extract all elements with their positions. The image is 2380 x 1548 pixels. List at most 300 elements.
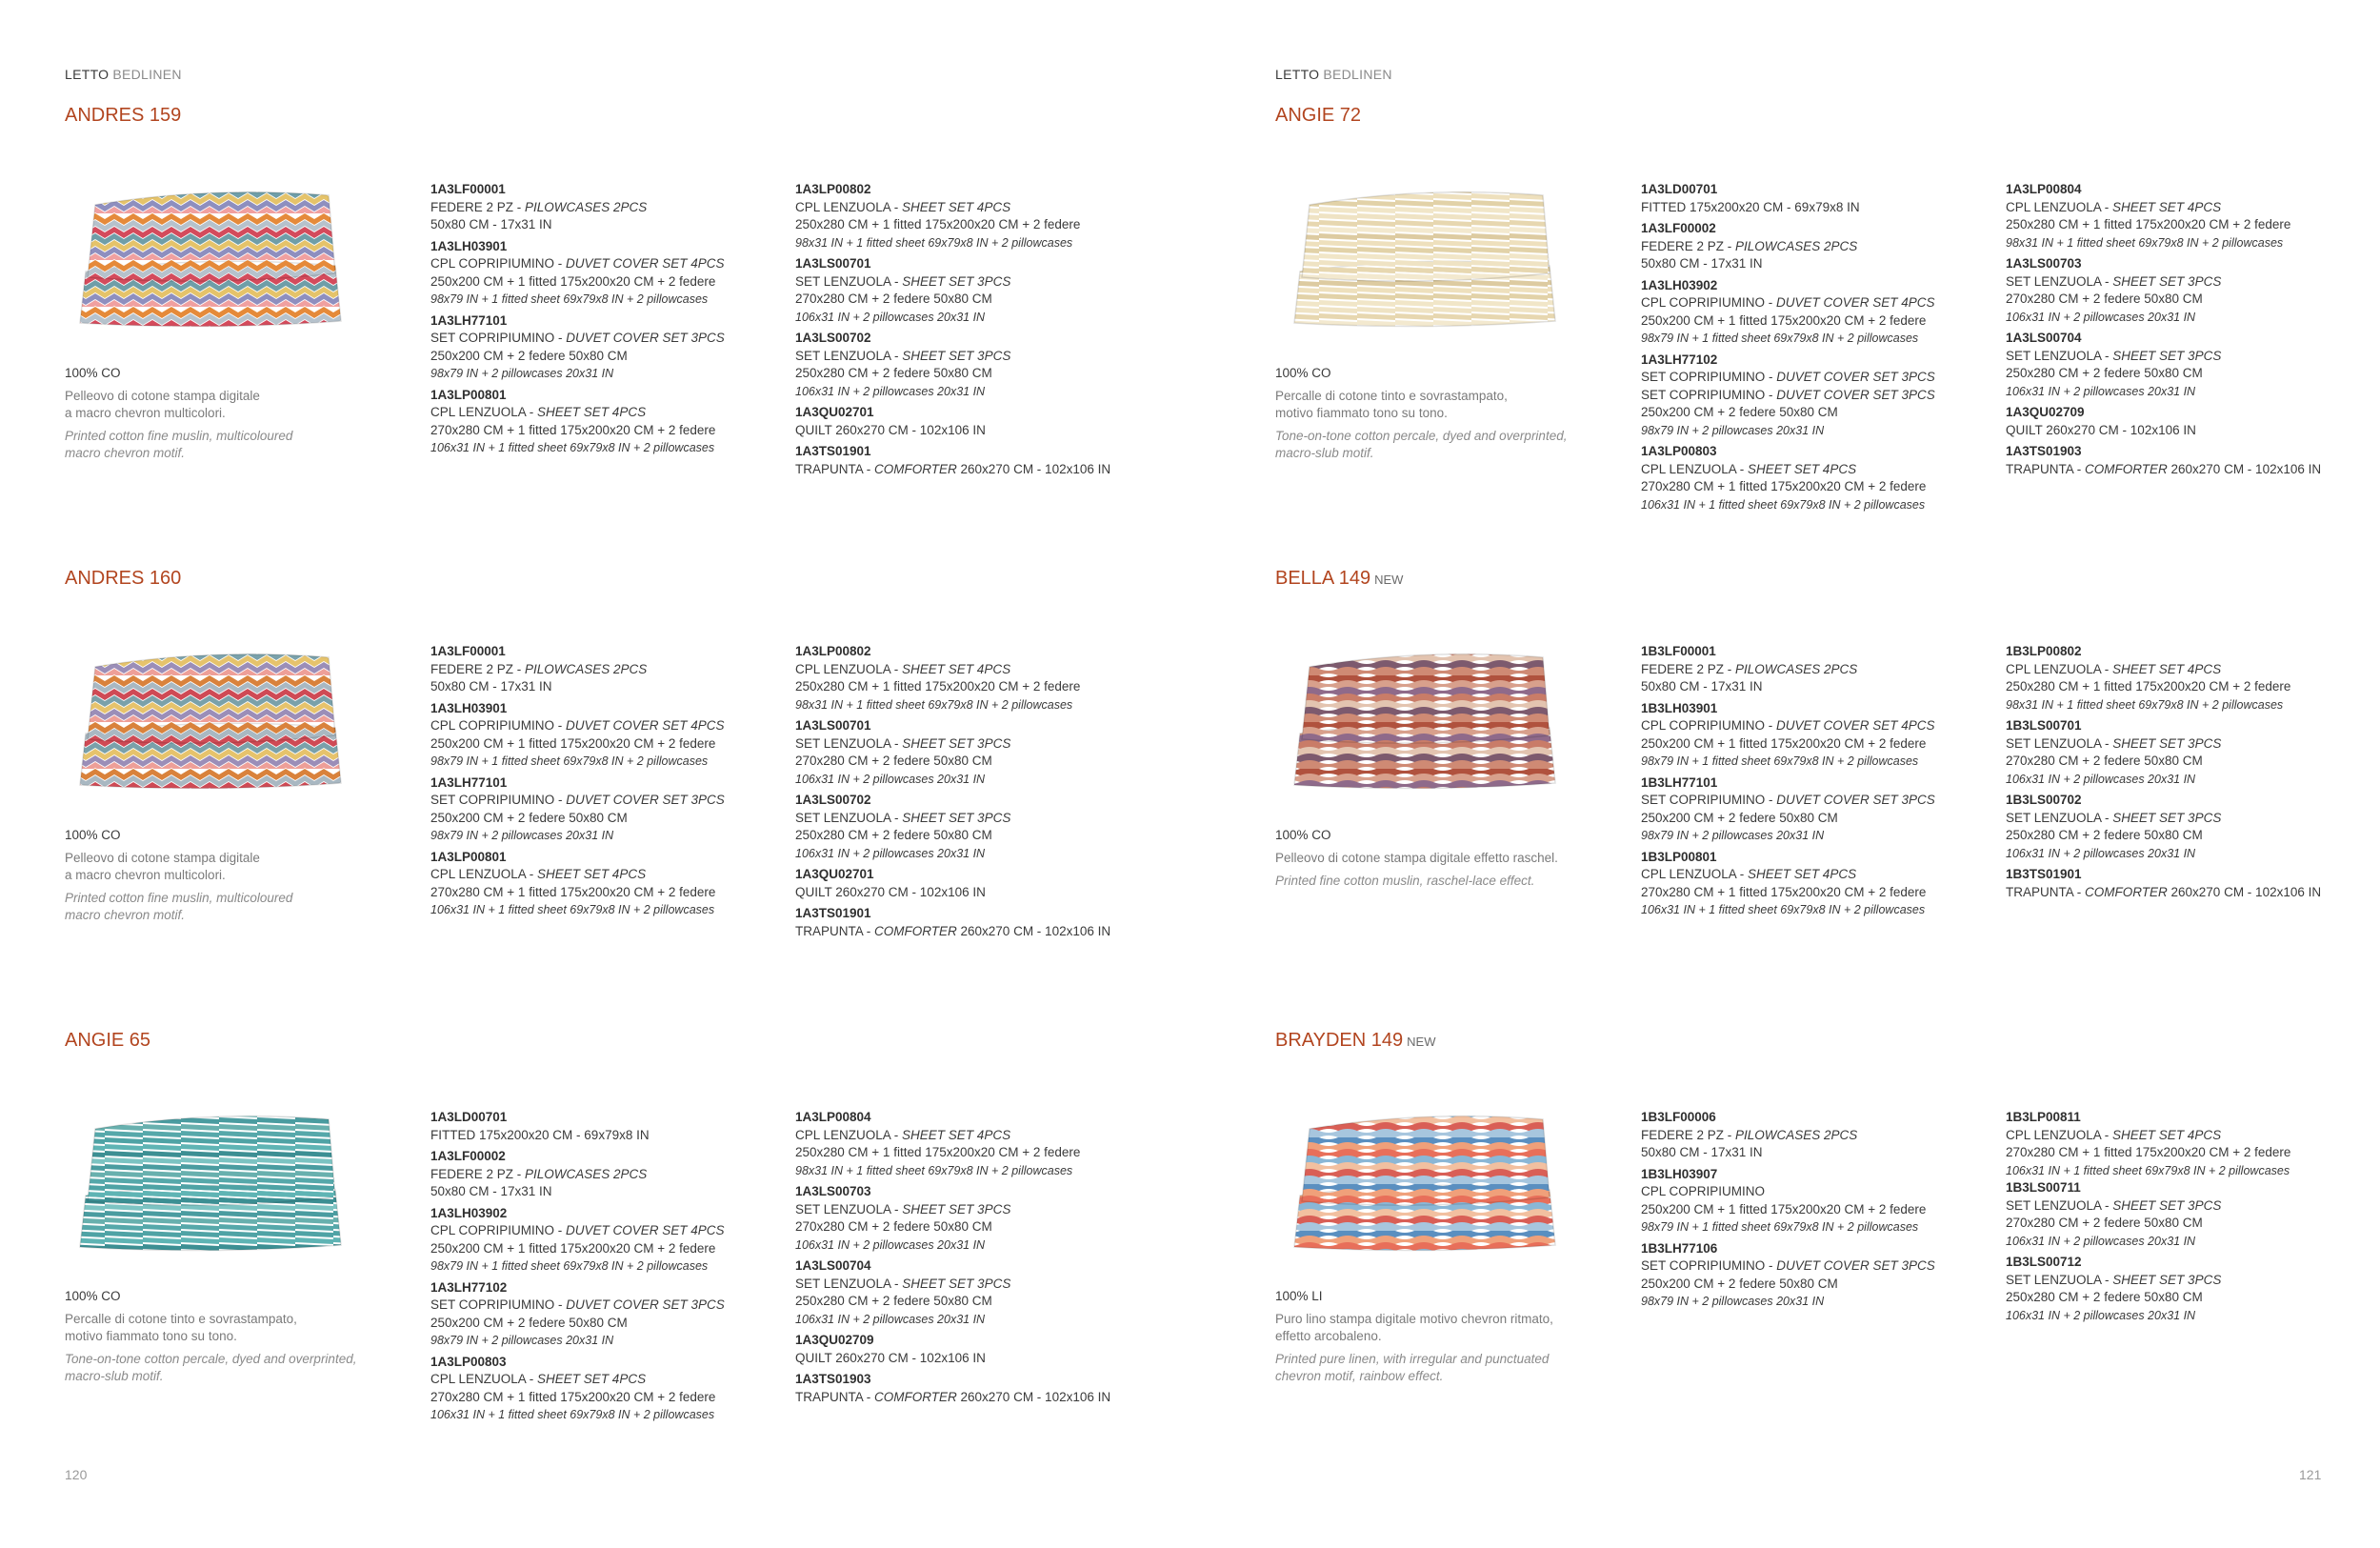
- sku-dimensions-in: 106x31 IN + 2 pillowcases 20x31 IN: [795, 1312, 986, 1326]
- sku-code: 1A3TS01901: [795, 906, 871, 920]
- description-en-line: Printed cotton fine muslin, multicoloured: [65, 429, 293, 443]
- sku-type-en: SHEET SET 3PCS: [2112, 348, 2222, 363]
- sku-entry: [430, 387, 802, 457]
- sku-type: [2006, 273, 2377, 292]
- sku-code: 1B3LP00811: [2006, 1110, 2081, 1124]
- sku-type-it: CPL LENZUOLA -: [1641, 461, 1749, 476]
- product-material: [65, 827, 379, 924]
- sku-type-it: CPL LENZUOLA -: [795, 661, 903, 676]
- sku-type: [1641, 238, 2012, 256]
- sku-code: 1A3LS00704: [795, 1258, 871, 1273]
- sku-dimensions: 270x280 CM + 1 fitted 175x200x20 CM + 2 federe: [1641, 884, 1927, 899]
- description-en: [65, 428, 379, 462]
- description-it: a macro chevron multicolori.: [65, 406, 226, 420]
- sku-type-en: PILOWCASES 2PCS: [1735, 238, 1858, 253]
- sku-entry: [2006, 404, 2377, 439]
- sku-type-en: DUVET COVER SET 4PCS: [1776, 718, 1935, 733]
- sku-entry: [430, 1354, 802, 1424]
- sku-type: [795, 461, 1167, 479]
- sku-dimensions-in: 98x79 IN + 2 pillowcases 20x31 IN: [1641, 829, 1825, 842]
- sku-dimensions: 270x280 CM + 1 fitted 175x200x20 CM + 2 federe: [2006, 1145, 2291, 1159]
- sku-type-en: PILOWCASES 2PCS: [1735, 661, 1858, 676]
- sku-type: [795, 810, 1167, 828]
- sku-dimensions-in: 98x79 IN + 2 pillowcases 20x31 IN: [430, 829, 614, 842]
- sku-entry: [430, 238, 802, 309]
- sku-code: 1A3LH77102: [430, 1279, 508, 1295]
- sku-type-it: CPL LENZUOLA -: [2006, 1127, 2113, 1142]
- sku-dimensions-in: 98x79 IN + 1 fitted sheet 69x79x8 IN + 2 pillowcases: [430, 754, 709, 768]
- sku-code: 1B3LS00701: [2006, 718, 2082, 733]
- product-image: [1281, 167, 1567, 338]
- product-material: [1275, 365, 1590, 462]
- description-en-line: macro chevron motif.: [65, 908, 186, 922]
- sku-dimensions: 270x280 CM + 2 federe 50x80 CM: [2006, 1216, 2203, 1230]
- sku-dimensions: 270x280 CM + 2 federe 50x80 CM: [795, 292, 992, 306]
- sku-dimensions-in: 98x31 IN + 1 fitted sheet 69x79x8 IN + 2 pillowcases: [795, 697, 1073, 712]
- sku-code: 1A3LP00803: [430, 1354, 507, 1369]
- composition: 100% CO: [1275, 828, 1331, 842]
- sku-dimensions: 50x80 CM - 17x31 IN: [1641, 256, 1763, 271]
- description-en-line: macro-slub motif.: [65, 1369, 164, 1383]
- sku-dimensions: 250x200 CM + 2 federe 50x80 CM: [1641, 810, 1838, 825]
- sku-type-en: PILOWCASES 2PCS: [525, 661, 648, 676]
- sku-dimensions: 250x200 CM + 2 federe 50x80 CM: [1641, 1276, 1838, 1291]
- sku-dimensions-in: 106x31 IN + 1 fitted sheet 69x79x8 IN + 2 pillowcases: [430, 1408, 715, 1421]
- sku-type-it: CPL LENZUOLA -: [795, 1127, 903, 1142]
- sku-type: [2006, 810, 2377, 828]
- sku-code: 1A3LP00804: [2006, 182, 2082, 196]
- sku-dimensions-in: 106x31 IN + 2 pillowcases 20x31 IN: [2006, 310, 2196, 324]
- sku-type-it: CPL LENZUOLA -: [430, 1372, 538, 1386]
- sku-dimensions-in: 106x31 IN + 2 pillowcases 20x31 IN: [2006, 1308, 2196, 1322]
- sku-dimensions: 50x80 CM - 17x31 IN: [430, 1184, 552, 1198]
- sku-type: [795, 1276, 1167, 1294]
- sku-entry: [795, 255, 1167, 326]
- sku-code: 1B3LP00802: [2006, 644, 2082, 658]
- sku-column: [795, 1109, 1167, 1410]
- product-material: [65, 1288, 379, 1385]
- sku-type-en: SHEET SET 4PCS: [2112, 1127, 2222, 1142]
- sku-entry: [795, 866, 1167, 901]
- section-label-en: BEDLINEN: [1323, 67, 1392, 82]
- pillow-top: [1302, 1116, 1550, 1206]
- sku-entry: [795, 404, 1167, 439]
- sku-dimensions: 50x80 CM - 17x31 IN: [430, 217, 552, 231]
- sku-code: 1A3TS01901: [795, 444, 871, 458]
- sku-type-it: CPL COPRIPIUMINO: [1641, 1184, 1766, 1198]
- sku-type: [430, 1222, 802, 1240]
- sku-type-it: CPL COPRIPIUMINO -: [1641, 718, 1777, 733]
- sku-entry: [430, 700, 802, 771]
- sku-entry: [2006, 1179, 2377, 1250]
- sku-type-it: CPL LENZUOLA -: [430, 405, 538, 419]
- sku-dimensions: 270x280 CM + 1 fitted 175x200x20 CM + 2 federe: [430, 884, 716, 899]
- sku-type-it: CPL LENZUOLA -: [2006, 199, 2113, 214]
- sku-type-it: CPL LENZUOLA -: [1641, 867, 1749, 881]
- sku-type-it: SET LENZUOLA -: [2006, 1272, 2113, 1287]
- sku-type-size: 260x270 CM - 102x106 IN: [956, 923, 1111, 938]
- sku-type: [430, 330, 802, 348]
- sku-type: [2006, 348, 2377, 366]
- sku-entry: [2006, 443, 2377, 478]
- sku-type-it: FEDERE 2 PZ -: [1641, 661, 1736, 676]
- sku-dimensions: 270x280 CM + 2 federe 50x80 CM: [2006, 754, 2203, 768]
- new-badge: NEW: [1407, 1035, 1436, 1049]
- sku-type-it: SET LENZUOLA -: [795, 1276, 903, 1291]
- sku-type: [430, 1127, 802, 1145]
- sku-entry: [795, 792, 1167, 862]
- sku-code: 1B3LS00712: [2006, 1255, 2082, 1269]
- sku-type-it: FEDERE 2 PZ -: [1641, 1127, 1736, 1142]
- sku-type: [2006, 735, 2377, 754]
- product-title: [1275, 568, 1403, 590]
- sku-type: [2006, 461, 2377, 479]
- sku-type-it: CPL COPRIPIUMINO -: [430, 1223, 567, 1237]
- sku-type-en: DUVET COVER SET 3PCS: [1776, 370, 1935, 384]
- sku-column: [2006, 1109, 2377, 1328]
- description-it: effetto arcobaleno.: [1275, 1329, 1382, 1343]
- sku-type-en: DUVET COVER SET 3PCS: [566, 331, 725, 345]
- product-image: [1281, 1091, 1567, 1262]
- sku-type-it: SET LENZUOLA -: [2006, 273, 2113, 289]
- sku-code: 1A3LP00803: [1641, 444, 1717, 458]
- sku-type: [1641, 1127, 2012, 1145]
- sku-type-size: 260x270 CM - 102x106 IN: [956, 461, 1111, 476]
- sku-entry: [795, 1183, 1167, 1254]
- sku-entry: [795, 905, 1167, 940]
- sku-entry: [1641, 849, 2012, 919]
- description-en-line: macro-slub motif.: [1275, 446, 1374, 460]
- page-number-right: 121: [2299, 1467, 2322, 1482]
- sku-type-it: FITTED 175x200x20 CM - 69x79x8 IN: [430, 1127, 650, 1142]
- sku-dimensions: 250x280 CM + 2 federe 50x80 CM: [795, 366, 992, 380]
- section-label-text: LETTO: [65, 67, 110, 82]
- pillow-top: [88, 192, 335, 281]
- sku-entry: [2006, 866, 2377, 901]
- sku-entry: [2006, 643, 2377, 714]
- sku-type-size: 260x270 CM - 102x106 IN: [2167, 461, 2322, 476]
- sku-type: [795, 923, 1167, 941]
- section-label-left: [65, 67, 182, 82]
- sku-type: [2006, 884, 2377, 902]
- sku-type-en: DUVET COVER SET 3PCS: [1776, 1258, 1935, 1273]
- sku-dimensions: 50x80 CM - 17x31 IN: [1641, 1145, 1763, 1159]
- sku-column: [2006, 643, 2377, 905]
- sku-dimensions-in: 98x31 IN + 1 fitted sheet 69x79x8 IN + 2 pillowcases: [795, 1163, 1073, 1177]
- sku-type: [795, 422, 1167, 440]
- sku-code: 1B3LH77101: [1641, 774, 1718, 790]
- sku-dimensions-in: 106x31 IN + 2 pillowcases 20x31 IN: [2006, 846, 2196, 860]
- sku-dimensions: 250x280 CM + 2 federe 50x80 CM: [2006, 828, 2203, 842]
- sku-entry: [1641, 700, 2012, 771]
- sku-type: [1641, 1257, 2012, 1276]
- sku-type-it: QUILT 260x270 CM - 102x106 IN: [2006, 422, 2196, 437]
- sku-entry: [2006, 1109, 2377, 1179]
- description-en: [1275, 873, 1590, 890]
- sku-dimensions-in: 98x79 IN + 2 pillowcases 20x31 IN: [1641, 423, 1825, 437]
- sku-entry: [795, 717, 1167, 788]
- sku-code: 1A3QU02701: [795, 405, 874, 419]
- sku-type: [795, 1201, 1167, 1219]
- sku-type-it: FEDERE 2 PZ -: [1641, 238, 1736, 253]
- sku-code: 1A3LF00001: [430, 182, 506, 196]
- sku-code: 1B3LF00001: [1641, 644, 1716, 658]
- sku-type: [2006, 1127, 2377, 1145]
- description-it: Pelleovo di cotone stampa digitale: [65, 851, 260, 865]
- sku-type-en: SHEET SET 3PCS: [902, 273, 1011, 289]
- product-name: ANGIE 72: [1275, 105, 1362, 126]
- sku-entry: [2006, 181, 2377, 251]
- product-image: [67, 629, 352, 800]
- sku-dimensions-in: 98x79 IN + 1 fitted sheet 69x79x8 IN + 2 pillowcases: [430, 1259, 709, 1273]
- sku-type-en: PILOWCASES 2PCS: [1735, 1127, 1858, 1142]
- sku-type-en: SHEET SET 4PCS: [2112, 199, 2222, 214]
- sku-type-en: SHEET SET 3PCS: [2112, 810, 2222, 825]
- sku-type: [430, 661, 802, 679]
- composition: 100% LI: [1275, 1289, 1323, 1303]
- sku-type: [795, 199, 1167, 217]
- sku-type-en: SHEET SET 3PCS: [902, 1201, 1011, 1216]
- sku-type-it: SET COPRIPIUMINO -: [1641, 370, 1777, 384]
- sku-entry: [430, 774, 802, 845]
- sku-type: [1641, 294, 2012, 312]
- product-title: [65, 1030, 150, 1052]
- sku-entry: [1641, 1166, 2012, 1236]
- sku-code: 1B3LS00702: [2006, 793, 2082, 807]
- sku-type-it: CPL COPRIPIUMINO -: [430, 256, 567, 271]
- sku-type-en: DUVET COVER SET 3PCS: [566, 1297, 725, 1312]
- description-it: Pelleovo di cotone stampa digitale effetto raschel.: [1275, 851, 1558, 865]
- sku-code: 1A3LS00703: [2006, 256, 2082, 271]
- sku-type-it: SET LENZUOLA -: [2006, 1197, 2113, 1213]
- sku-code: 1B3LH03901: [1641, 700, 1718, 715]
- description-it: Pelleovo di cotone stampa digitale: [65, 389, 260, 403]
- sku-type-en: PILOWCASES 2PCS: [525, 199, 648, 214]
- sku-dimensions: 270x280 CM + 1 fitted 175x200x20 CM + 2 federe: [430, 1389, 716, 1404]
- sku-column: [2006, 181, 2377, 482]
- sku-dimensions: 270x280 CM + 2 federe 50x80 CM: [2006, 292, 2203, 306]
- sku-dimensions-in: 106x31 IN + 2 pillowcases 20x31 IN: [795, 384, 986, 398]
- section-label-en: BEDLINEN: [112, 67, 182, 82]
- sku-entry: [1641, 352, 2012, 440]
- section-label-text: LETTO: [1275, 67, 1320, 82]
- sku-type: [1641, 866, 2012, 884]
- composition: 100% CO: [65, 1289, 121, 1303]
- sku-entry: [2006, 330, 2377, 400]
- sku-type-en: SHEET SET 3PCS: [902, 810, 1011, 825]
- sku-code: 1A3LF00002: [1641, 221, 1716, 235]
- sku-type-it: TRAPUNTA -: [795, 923, 875, 938]
- sku-entry: [430, 1279, 802, 1350]
- sku-code: 1A3LP00804: [795, 1110, 871, 1124]
- sku-dimensions: 250x280 CM + 2 federe 50x80 CM: [795, 828, 992, 842]
- sku-column: [795, 643, 1167, 944]
- sku-column: [430, 1109, 802, 1428]
- sku-dimensions-in: 98x79 IN + 1 fitted sheet 69x79x8 IN + 2 pillowcases: [1641, 332, 1919, 345]
- sku-type-en: SHEET SET 4PCS: [902, 661, 1011, 676]
- sku-entry: [430, 181, 802, 234]
- product-name: ANDRES 160: [65, 568, 182, 589]
- description-en: [1275, 1351, 1590, 1385]
- sku-type: [795, 1127, 1167, 1145]
- sku-type-it: FEDERE 2 PZ -: [430, 1166, 526, 1181]
- sku-code: 1B3LF00006: [1641, 1110, 1716, 1124]
- product-title: [1275, 1030, 1435, 1052]
- sku-type-it: SET LENZUOLA -: [795, 735, 903, 751]
- sku-type-it: FEDERE 2 PZ -: [430, 199, 526, 214]
- sku-type-en: SHEET SET 4PCS: [902, 1127, 1011, 1142]
- sku-column: [1641, 1109, 2012, 1315]
- sku-type-en: COMFORTER: [2085, 461, 2168, 476]
- sku-type-en: DUVET COVER SET 3PCS: [1776, 793, 1935, 807]
- sku-type-it: SET COPRIPIUMINO -: [430, 793, 567, 807]
- sku-type-en: SHEET SET 4PCS: [1748, 867, 1857, 881]
- pillow-illustration: [67, 167, 352, 338]
- sku-type-en: COMFORTER: [874, 923, 957, 938]
- sku-entry: [430, 312, 802, 383]
- sku-column: [1641, 643, 2012, 923]
- sku-type-en: DUVET COVER SET 4PCS: [566, 256, 725, 271]
- product-name: ANDRES 159: [65, 105, 182, 126]
- sku-type: [430, 792, 802, 810]
- sku-type: [1641, 661, 2012, 679]
- sku-type-en: DUVET COVER SET 4PCS: [566, 718, 725, 733]
- pillow-top: [88, 654, 335, 744]
- sku-dimensions: 250x200 CM + 1 fitted 175x200x20 CM + 2 federe: [1641, 1201, 1927, 1216]
- pillow-top: [1302, 654, 1550, 744]
- sku-dimensions: 250x200 CM + 2 federe 50x80 CM: [1641, 405, 1838, 419]
- sku-dimensions: 250x280 CM + 2 federe 50x80 CM: [2006, 1290, 2203, 1304]
- product-title: [65, 568, 181, 590]
- sku-type: [1641, 199, 2012, 217]
- sku-type-en: DUVET COVER SET 4PCS: [1776, 295, 1935, 310]
- description-en-line: Tone-on-tone cotton percale, dyed and overprinted,: [65, 1352, 357, 1366]
- sku-dimensions: 50x80 CM - 17x31 IN: [1641, 679, 1763, 694]
- description-it: motivo fiammato tono su tono.: [65, 1329, 237, 1343]
- sku-type-en: SHEET SET 3PCS: [902, 348, 1011, 363]
- sku-type: [1641, 369, 2012, 387]
- sku-type: [2006, 1272, 2377, 1290]
- sku-code: 1A3LP00801: [430, 387, 507, 402]
- page-number-left: 120: [65, 1467, 88, 1482]
- sku-type-en: SHEET SET 3PCS: [2112, 273, 2222, 289]
- sku-code: 1A3QU02701: [795, 867, 874, 881]
- sku-code: 1A3LP00801: [430, 849, 507, 864]
- sku-code: 1A3LS00703: [795, 1184, 871, 1198]
- sku-type-it: CPL LENZUOLA -: [430, 867, 538, 881]
- sku-type-it: TRAPUNTA -: [795, 1389, 875, 1404]
- sku-type-en: SHEET SET 4PCS: [537, 405, 647, 419]
- description-en-line: Tone-on-tone cotton percale, dyed and overprinted,: [1275, 429, 1568, 443]
- sku-code: 1B3LS00711: [2006, 1180, 2081, 1195]
- sku-type-en: SHEET SET 4PCS: [537, 867, 647, 881]
- sku-type-it: SET COPRIPIUMINO -: [1641, 793, 1777, 807]
- sku-column: [430, 181, 802, 461]
- sku-dimensions-in: 106x31 IN + 2 pillowcases 20x31 IN: [795, 846, 986, 860]
- sku-code: 1A3QU02709: [795, 1333, 874, 1347]
- sku-dimensions: 250x280 CM + 1 fitted 175x200x20 CM + 2 federe: [2006, 217, 2291, 231]
- pillow-top: [1302, 192, 1550, 281]
- sku-dimensions-in: 106x31 IN + 1 fitted sheet 69x79x8 IN + 2 pillowcases: [1641, 497, 1926, 512]
- section-label-right: [1275, 67, 1392, 82]
- sku-entry: [1641, 643, 2012, 696]
- sku-type-size: 260x270 CM - 102x106 IN: [956, 1389, 1111, 1404]
- sku-type-en: SHEET SET 4PCS: [1748, 461, 1857, 476]
- sku-dimensions: 250x200 CM + 1 fitted 175x200x20 CM + 2 federe: [430, 735, 716, 751]
- sku-type-it: SET COPRIPIUMINO -: [1641, 1258, 1777, 1273]
- sku-code: 1A3LF00002: [430, 1149, 506, 1163]
- sku-code: 1B3LP00801: [1641, 849, 1717, 864]
- sku-type-it: SET LENZUOLA -: [795, 1201, 903, 1216]
- composition: 100% CO: [1275, 366, 1331, 380]
- sku-entry: [430, 1205, 802, 1276]
- sku-entry: [430, 849, 802, 919]
- sku-type-en: SHEET SET 3PCS: [2112, 735, 2222, 751]
- sku-entry: [1641, 220, 2012, 273]
- sku-entry: [1641, 1109, 2012, 1162]
- sku-type-it: SET COPRIPIUMINO -: [430, 331, 567, 345]
- sku-dimensions-in: 98x79 IN + 2 pillowcases 20x31 IN: [1641, 1295, 1825, 1308]
- sku-type-it: QUILT 260x270 CM - 102x106 IN: [795, 884, 986, 899]
- composition: 100% CO: [65, 366, 121, 380]
- sku-dimensions: 250x200 CM + 1 fitted 175x200x20 CM + 2 federe: [1641, 312, 1927, 328]
- sku-type-en: COMFORTER: [874, 461, 957, 476]
- sku-dimensions: 250x200 CM + 1 fitted 175x200x20 CM + 2 federe: [430, 1240, 716, 1256]
- sku-dimensions-in: 98x31 IN + 1 fitted sheet 69x79x8 IN + 2 pillowcases: [795, 235, 1073, 250]
- sku-type: [795, 884, 1167, 902]
- product-name: BRAYDEN 149: [1275, 1030, 1404, 1051]
- sku-dimensions: 250x280 CM + 1 fitted 175x200x20 CM + 2 federe: [2006, 679, 2291, 694]
- sku-type: [430, 866, 802, 884]
- sku-type-en: SHEET SET 4PCS: [537, 1372, 647, 1386]
- sku-dimensions: 250x200 CM + 2 federe 50x80 CM: [430, 1315, 628, 1330]
- description-it: motivo fiammato tono su tono.: [1275, 406, 1448, 420]
- description-en-line: Printed cotton fine muslin, multicoloured: [65, 891, 293, 905]
- sku-dimensions: 50x80 CM - 17x31 IN: [430, 679, 552, 694]
- sku-dimensions-in: 98x79 IN + 1 fitted sheet 69x79x8 IN + 2 pillowcases: [1641, 754, 1919, 768]
- sku-type: [2006, 422, 2377, 440]
- sku-dimensions: 250x200 CM + 1 fitted 175x200x20 CM + 2 federe: [1641, 735, 1927, 751]
- sku-type-en: PILOWCASES 2PCS: [525, 1166, 648, 1181]
- sku-dimensions: 250x200 CM + 1 fitted 175x200x20 CM + 2 federe: [430, 273, 716, 289]
- sku-code: 1A3LH03902: [430, 1205, 508, 1220]
- sku-code: 1A3LH77102: [1641, 352, 1718, 367]
- sku-type-en: SHEET SET 4PCS: [902, 199, 1011, 214]
- sku-type: [2006, 661, 2377, 679]
- product-material: [65, 365, 379, 462]
- pillow-illustration: [1281, 167, 1567, 338]
- sku-dimensions: 250x280 CM + 1 fitted 175x200x20 CM + 2 federe: [795, 679, 1081, 694]
- sku-type-en: DUVET COVER SET 3PCS: [566, 793, 725, 807]
- sku-code: 1B3LH77106: [1641, 1240, 1718, 1256]
- sku-entry: [2006, 1254, 2377, 1324]
- new-badge: NEW: [1374, 573, 1404, 587]
- sku-code: 1A3TS01903: [2006, 444, 2082, 458]
- sku-type: [1641, 387, 2012, 405]
- sku-entry: [795, 1109, 1167, 1179]
- sku-entry: [1641, 277, 2012, 348]
- sku-dimensions-in: 106x31 IN + 2 pillowcases 20x31 IN: [2006, 772, 2196, 786]
- sku-entry: [1641, 443, 2012, 513]
- sku-type: [795, 1350, 1167, 1368]
- sku-entry: [1641, 1240, 2012, 1311]
- sku-dimensions: 250x200 CM + 2 federe 50x80 CM: [430, 348, 628, 363]
- sku-dimensions-in: 98x79 IN + 1 fitted sheet 69x79x8 IN + 2 pillowcases: [1641, 1220, 1919, 1234]
- sku-code: 1A3LH03902: [1641, 277, 1718, 292]
- sku-entry: [430, 1109, 802, 1144]
- sku-type-size: 260x270 CM - 102x106 IN: [2167, 884, 2322, 899]
- sku-type-it: CPL LENZUOLA -: [2006, 661, 2113, 676]
